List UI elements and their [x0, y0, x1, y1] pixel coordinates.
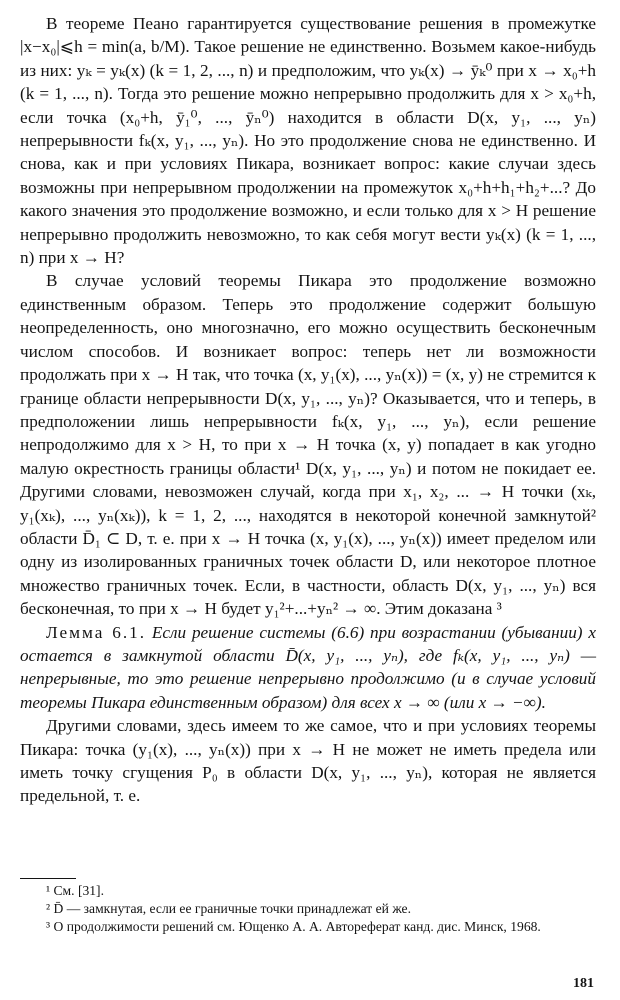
paragraph-picard-case: В случае условий теоремы Пикара это продолжение возможно единственным образом. Теперь это продолжение содержит большую неопределенность, оно многозначно, его можно осуществить бесконечным числом способов. И возникает вопрос: теперь нет ли возможности продолжать при x → H так, что точка (x, y₁(x), ..., yₙ(x)) = (x, y) не стремится к границе области непрерывности D(x, y₁, ..., yₙ)? Оказывается, что и теперь, в предположении лишь непрерывности fₖ(x, y₁, ..., yₙ), если решение непродолжимо для x > H, то при x → H точка (x, y) попадает в как угодно малую окрестность границы области¹ D(x, y₁, ..., yₙ) и потом не покидает ее. Другими словами, невозможен случай, когда при x₁, x₂, ... → H точки (xₖ, y₁(xₖ), ..., yₙ(xₖ)), k = 1, 2, ..., находятся в некоторой конечной замкнутой² области D̄₁ ⊂ D, т. е. при x → H точка (x, y₁(x), ..., yₙ(x)) имеет пределом или одну из изолированных граничных точек области D, или некоторое плотное множество граничных точек. Если, в частности, область D(x, y₁, ..., yₙ) вся бесконечная, то при x → H будет y₁²+...+yₙ² → ∞. Этим доказана ³	[20, 271, 596, 619]
footnotes	[20, 878, 596, 936]
paragraph-closing: Другими словами, здесь имеем то же самое, что и при условиях теоремы Пикара: точка (y₁(x), ..., yₙ(x)) при x → H не может не иметь предела или иметь точку сгущения P₀ в области D(x, y₁, ..., yₙ), которая не является предельной, т. е.	[20, 716, 596, 806]
footnote-divider	[20, 878, 76, 879]
lemma-paragraph	[20, 621, 596, 715]
footnote-3: ³ О продолжимости решений см. Ющенко А. А. Автореферат канд. дис. Минск, 1968.	[46, 919, 541, 934]
footnote-1: ¹ См. [31].	[46, 883, 104, 898]
footnote-2: ² D̄ — замкнутая, если ее граничные точки принадлежат ей же.	[46, 901, 411, 916]
lemma-label: Лемма 6.1.	[46, 622, 147, 642]
paragraph-peano-intro: В теореме Пеано гарантируется существование решения в промежутке |x−x₀|⩽h = min(a, b/M). Такое решение не единственно. Возьмем какое-нибудь из них: yₖ = yₖ(x) (k = 1, 2, ..., n) и предположим, что yₖ(x) → ȳₖ⁰ при x → x₀+h (k = 1, ..., n). Тогда это решение можно непрерывно продолжить для x > x₀+h, если точка (x₀+h, ȳ₁⁰, ..., ȳₙ⁰) находится в области D(x, y₁, ..., yₙ) непрерывности fₖ(x, y₁, ..., yₙ). Но это продолжение снова не единственно. И снова, как и при условиях Пикара, возникает вопрос: какие случаи здесь возможны при непрерывном продолжении на промежуток x₀+h+h₁+h₂+...? До какого значения это продолжение возможно, и если только для x > H решение непрерывно продолжить невозможно, то как себя могут вести yₖ(x) (k = 1, ..., n) при x → H?	[20, 14, 596, 268]
lemma-statement: Если решение системы (6.6) при возрастании (убывании) x остается в замкнутой области D̄(x, y₁, ..., yₙ), где fₖ(x, y₁, ..., yₙ) — непрерывные, то это решение непрерывно продолжимо (и в случае условий теоремы Пикара единственным образом) для всех x → ∞ (или x → −∞).	[20, 622, 596, 712]
page-number: 181	[573, 976, 594, 991]
